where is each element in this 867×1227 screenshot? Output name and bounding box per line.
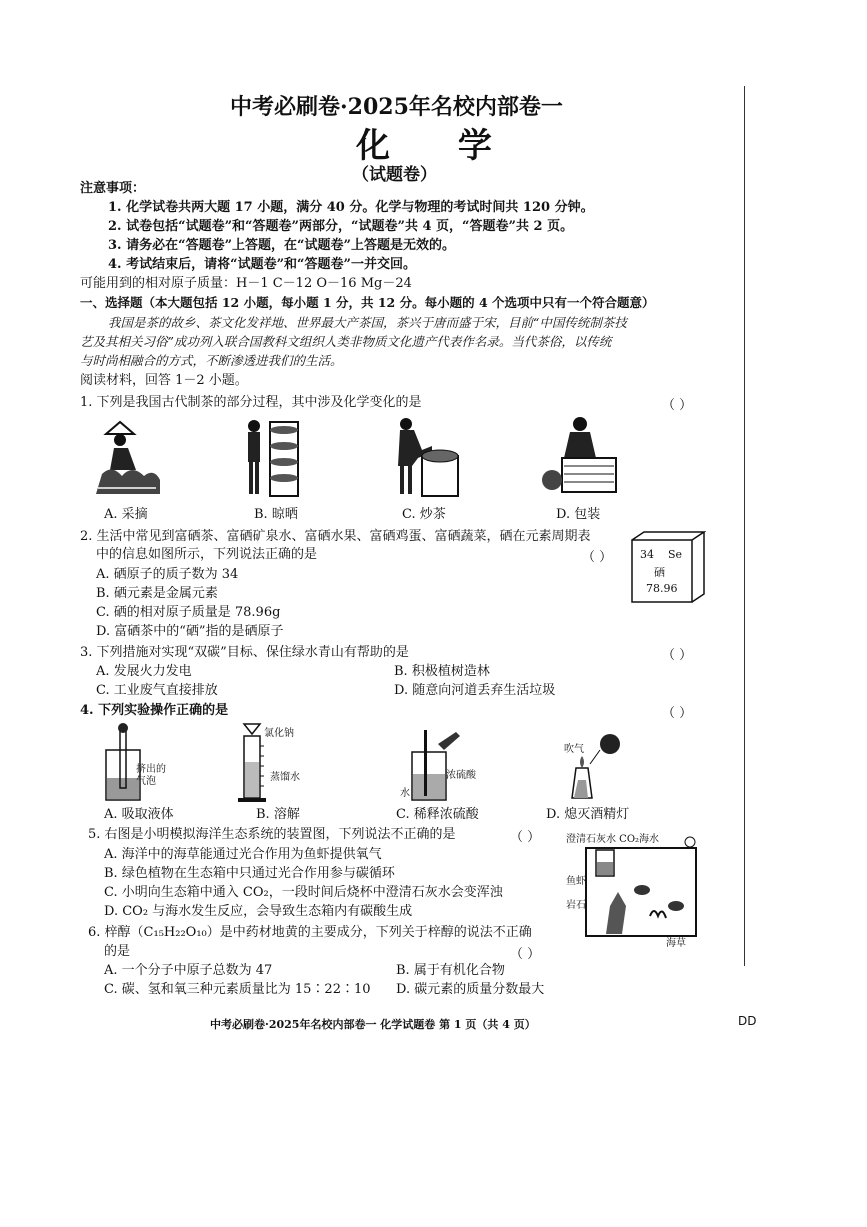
q3-option-a: A. 发展火力发电 [96, 664, 192, 679]
q2-option-a: A. 硒原子的质子数为 34 [96, 567, 239, 582]
passage-line: 艺及其相关习俗”成功列入联合国教科文组织人类非物质文化遗产代表作名录。当代茶俗，以传统 [80, 334, 612, 349]
q4-option-d: D. 熄灭酒精灯 [546, 807, 630, 822]
notes-heading: 注意事项： [80, 181, 146, 196]
q1-option-b: B. 晾晒 [254, 507, 298, 522]
q3-option-b: B. 积极植树造林 [394, 664, 490, 679]
margin-line [744, 86, 745, 966]
corner-mark: DD [738, 1014, 757, 1028]
question-6-stem: 6. 梓醇（C₁₅H₂₂O₁₀）是中药材地黄的主要成分，下列关于梓醇的说法不正确 [88, 925, 532, 940]
question-5-stem: 5. 右图是小明模拟海洋生态系统的装置图，下列说法不正确的是 [88, 827, 456, 842]
fish-label: 鱼虾 [566, 876, 586, 887]
note-item: 1. 化学试卷共两大题 17 小题，满分 40 分。化学与物理的考试时间共 120 分钟。 [108, 200, 594, 215]
note-item: 2. 试卷包括“试题卷”和“答题卷”两部分，“试题卷”共 4 页，“答题卷”共 2 页。 [108, 219, 574, 234]
selenium-element-cell [630, 530, 706, 606]
question-4-stem: 4. 下列实验操作正确的是 [80, 703, 229, 718]
nacl-label: 氯化钠 [264, 728, 294, 739]
q2-option-d: D. 富硒茶中的“硒”指的是硒原子 [96, 624, 284, 639]
drying-tea-figure [240, 416, 304, 500]
answer-blank[interactable]: （ ） [510, 947, 541, 962]
dilution-figure [402, 722, 462, 804]
answer-blank[interactable]: （ ） [582, 550, 613, 565]
question-2-stem-2: 中的信息如图所示，下列说法正确的是 [96, 547, 318, 562]
bubbles-label: 挤出的气泡 [136, 764, 166, 787]
q6-option-c: C. 碳、氢和氧三种元素质量比为 15∶22∶10 [104, 982, 371, 997]
answer-blank[interactable]: （ ） [662, 398, 693, 413]
q2-option-c: C. 硒的相对原子质量是 78.96g [96, 605, 281, 620]
paper-subtitle: （试题卷） [352, 165, 437, 185]
answer-blank[interactable]: （ ） [510, 830, 541, 845]
atomic-number: 34 [640, 548, 654, 561]
packing-tea-figure [540, 414, 620, 498]
element-symbol: Se [668, 548, 683, 561]
picking-tea-figure [92, 418, 162, 498]
q1-option-a: A. 采摘 [104, 507, 148, 522]
lamp-figure [560, 722, 630, 804]
water-label: 水 [400, 788, 410, 799]
element-name: 硒 [654, 566, 665, 579]
answer-blank[interactable]: （ ） [662, 706, 693, 721]
sulfuric-acid-label: 浓硫酸 [446, 770, 476, 781]
passage-line: 我国是茶的故乡、茶文化发祥地、世界最大产茶国，茶兴于唐而盛于宋，目前“中国传统制茶技 [108, 315, 627, 330]
q5-option-d: D. CO₂ 与海水发生反应，会导致生态箱内有碳酸生成 [104, 904, 413, 919]
distilled-water-label: 蒸馏水 [270, 772, 300, 783]
paper-title: 中考必刷卷·2025年名校内部卷一 [230, 94, 563, 120]
passage-line: 与时尚相融合的方式，不断渗透进我们的生活。 [80, 353, 343, 368]
subject-title: 化 学 [356, 126, 520, 166]
atomic-masses: 可能用到的相对原子质量：H－1 C－12 O－16 Mg－24 [80, 276, 412, 291]
note-item: 3. 请务必在“答题卷”上答题，在“试题卷”上答题是无效的。 [108, 238, 456, 253]
tank-top-label: 澄清石灰水 CO₂海水 [566, 834, 660, 845]
frying-tea-figure [392, 416, 462, 500]
q1-option-d: D. 包装 [556, 507, 601, 522]
page-footer: 中考必刷卷·2025年名校内部卷一 化学试题卷 第 1 页（共 4 页） [210, 1018, 536, 1031]
q1-option-c: C. 炒茶 [402, 507, 446, 522]
q2-option-b: B. 硒元素是金属元素 [96, 586, 218, 601]
q4-option-a: A. 吸取液体 [104, 807, 174, 822]
q5-option-a: A. 海洋中的海草能通过光合作用为鱼虾提供氧气 [104, 847, 382, 862]
section-heading: 一、选择题（本大题包括 12 小题，每小题 1 分，共 12 分。每小题的 4 个选项中只有一个符合题意） [80, 295, 655, 310]
question-3-stem: 3. 下列措施对实现“双碳”目标、保住绿水青山有帮助的是 [80, 645, 409, 660]
q6-option-a: A. 一个分子中原子总数为 47 [104, 963, 273, 978]
q6-option-d: D. 碳元素的质量分数最大 [396, 982, 545, 997]
question-1-stem: 1. 下列是我国古代制茶的部分过程，其中涉及化学变化的是 [80, 395, 422, 410]
question-6-stem-2: 的是 [104, 944, 131, 959]
q5-option-c: C. 小明向生态箱中通入 CO₂，一段时间后烧杯中澄清石灰水会变浑浊 [104, 885, 503, 900]
dropper-figure [100, 722, 170, 802]
answer-blank[interactable]: （ ） [662, 648, 693, 663]
rock-label: 岩石 [566, 900, 586, 911]
q4-option-c: C. 稀释浓硫酸 [396, 807, 479, 822]
question-2-stem: 2. 生活中常见到富硒茶、富硒矿泉水、富硒水果、富硒鸡蛋、富硒蔬菜，硒在元素周期表 [80, 529, 591, 544]
q3-option-d: D. 随意向河道丢弃生活垃圾 [394, 683, 556, 698]
seagrass-label: 海草 [666, 938, 686, 949]
reading-instruction: 阅读材料，回答 1－2 小题。 [80, 373, 248, 388]
q4-option-b: B. 溶解 [256, 807, 300, 822]
q3-option-c: C. 工业废气直接排放 [96, 683, 218, 698]
atomic-mass: 78.96 [646, 582, 678, 595]
q5-option-b: B. 绿色植物在生态箱中只通过光合作用参与碳循环 [104, 866, 395, 881]
eco-tank-figure [566, 836, 706, 946]
note-item: 4. 考试结束后，请将“试题卷”和“答题卷”一并交回。 [108, 257, 417, 272]
blow-label: 吹气 [564, 744, 584, 755]
q6-option-b: B. 属于有机化合物 [396, 963, 505, 978]
